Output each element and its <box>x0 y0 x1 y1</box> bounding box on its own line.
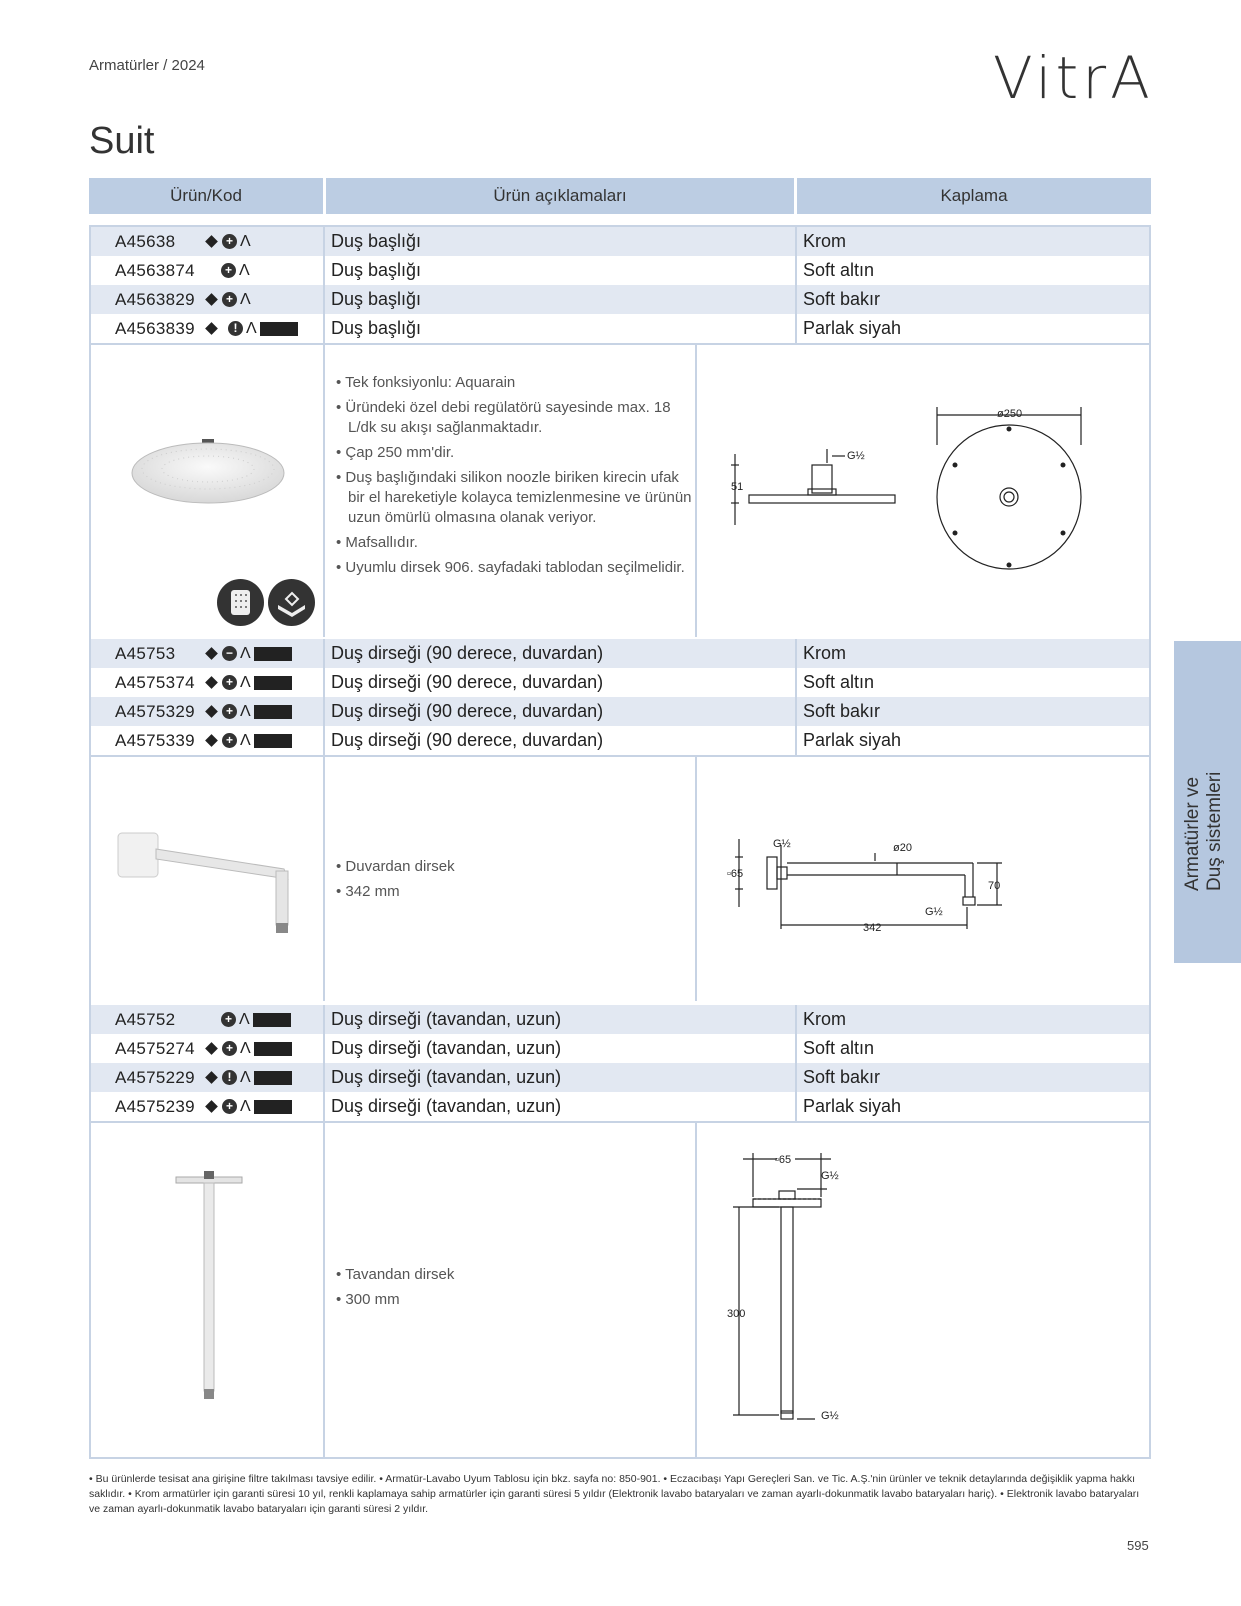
feature-item: • Uyumlu dirsek 906. sayfadaki tablodan seçilmelidir. <box>336 559 685 576</box>
product-finish: Krom <box>803 643 847 663</box>
feature-icons <box>207 1069 292 1087</box>
product-code: A4575374 <box>115 672 195 692</box>
feature-item: • Duş başlığındaki silikon noozle biriken kirecin ufak bir el hareketiyle kolayca temizlenmesine ve ürünün uzun ömürlü olmasına olanak veriyor. <box>336 469 692 526</box>
diamond-icon <box>205 235 218 248</box>
product-description: Duş dirseği (90 derece, duvardan) <box>325 668 797 697</box>
product-code: A4575329 <box>115 701 195 721</box>
product-code: A4575229 <box>115 1067 195 1087</box>
diameter-label: ø250 <box>997 408 1023 420</box>
diameter-label: ø20 <box>893 842 912 854</box>
thread-label: G½ <box>847 450 865 462</box>
product-finish: Parlak siyah <box>803 730 902 750</box>
product-code: A4563829 <box>115 289 195 309</box>
diamond-icon <box>205 734 218 747</box>
wall-arm-image <box>116 827 296 937</box>
section-tab-line2: Duş sistemleri <box>1204 771 1225 891</box>
product-code: A45752 <box>115 1009 176 1029</box>
flow-box-icon <box>254 1100 292 1114</box>
product-finish: Parlak siyah <box>803 318 902 338</box>
flow-box-icon <box>254 647 292 661</box>
flow-box-icon <box>254 1042 292 1056</box>
plate-label: ▫65 <box>727 868 744 880</box>
table-row <box>91 256 1149 285</box>
plate-label: ▫65 <box>775 1154 792 1166</box>
product-code: A4575274 <box>115 1038 195 1058</box>
feature-item: • Üründeki özel debi regülatörü sayesinde max. 18 L/dk su akışı sağlanmaktadır. <box>336 399 671 436</box>
plus-circle-icon: + <box>222 234 237 249</box>
lambda-icon: Λ <box>246 319 257 337</box>
table-row <box>91 285 1149 314</box>
table-row <box>91 697 1149 726</box>
product-finish: Soft altın <box>803 672 875 692</box>
flow-box-icon <box>254 705 292 719</box>
shower-head-image <box>126 433 286 513</box>
feature-icons <box>221 262 250 280</box>
feature-icons <box>207 320 298 338</box>
product-description: Duş başlığı <box>325 256 797 285</box>
easy-clean-icon <box>268 579 315 626</box>
rain-spray-icon <box>217 579 264 626</box>
lambda-icon: Λ <box>240 1068 251 1086</box>
diamond-icon <box>205 1042 218 1055</box>
product-code: A45753 <box>115 643 176 663</box>
product-description: Duş dirseği (tavandan, uzun) <box>325 1034 797 1063</box>
lambda-icon: Λ <box>240 731 251 749</box>
brand-logo: VitrA <box>993 44 1154 112</box>
flow-box-icon <box>254 734 292 748</box>
plus-circle-icon: + <box>221 263 236 278</box>
feature-icons <box>207 732 292 750</box>
ceiling-arm-image <box>171 1171 251 1407</box>
lambda-icon: Λ <box>239 261 250 279</box>
column-header-finish: Kaplama <box>797 178 1151 214</box>
feature-item: • Duvardan dirsek <box>336 858 455 875</box>
info-circle-icon: ! <box>228 321 243 336</box>
plus-circle-icon: + <box>222 1041 237 1056</box>
page-title: Suit <box>89 120 155 162</box>
lambda-icon: Λ <box>240 1097 251 1115</box>
table-row <box>91 227 1149 256</box>
wall-arm-drawing <box>697 757 1149 997</box>
diamond-icon <box>205 322 218 335</box>
table-row <box>91 639 1149 668</box>
lambda-icon: Λ <box>240 644 251 662</box>
column-header-description: Ürün açıklamaları <box>326 178 794 214</box>
lambda-icon: Λ <box>239 1010 250 1028</box>
drop-label: 70 <box>988 880 1001 892</box>
product-table <box>89 225 1151 1459</box>
table-row <box>91 726 1149 755</box>
flow-box-icon <box>253 1013 291 1027</box>
lambda-icon: Λ <box>240 1039 251 1057</box>
footer-notes: • Bu ürünlerde tesisat ana girişine filtre takılması tavsiye edilir. • Armatür-Lavabo Uyum Tablosu için bkz. sayfa no: 850-901. • Eczacıbaşı Yapı Gereçleri San. ve Tic. A.Ş.'nin ürünler ve teknik detaylarında değişiklik yapma hakkı saklıdır. • Krom armatürler için garanti süresi 10 yıl, renkli kaplamaya sahip armatürler için garanti süresi 5 yıldır (Elektronik lavabo bataryaları ve zaman ayarlı-dokunmatik lavabo bataryaları hariç). • Elektronik lavabo bataryaları ve zaman ayarlı-dokunmatik lavabo bataryaları için garanti süresi 2 yıldır. <box>89 1473 1140 1515</box>
plus-circle-icon: + <box>222 1099 237 1114</box>
product-code: A4563874 <box>115 260 195 280</box>
feature-list <box>336 857 696 907</box>
feature-icons <box>207 291 251 309</box>
flow-box-icon <box>254 676 292 690</box>
plus-circle-icon: + <box>222 704 237 719</box>
section-tab-line1: Armatürler ve <box>1182 776 1203 891</box>
product-detail <box>91 755 1149 1001</box>
diamond-icon <box>205 1071 218 1084</box>
length-label: 300 <box>727 1308 746 1320</box>
feature-icons <box>207 233 251 251</box>
product-description: Duş dirseği (tavandan, uzun) <box>325 1005 797 1034</box>
feature-item: • 300 mm <box>336 1291 400 1308</box>
feature-item: • Mafsallıdır. <box>336 534 418 551</box>
product-description: Duş dirseği (90 derece, duvardan) <box>325 697 797 726</box>
table-row <box>91 1092 1149 1121</box>
product-description: Duş dirseği (tavandan, uzun) <box>325 1092 797 1121</box>
feature-list <box>336 1265 696 1315</box>
info-circle-icon: ! <box>222 1070 237 1085</box>
height-label: 51 <box>731 481 744 493</box>
section-tab[interactable] <box>1174 641 1241 963</box>
product-code: A4575339 <box>115 730 195 750</box>
table-row <box>91 668 1149 697</box>
lambda-icon: Λ <box>240 290 251 308</box>
product-finish: Soft altın <box>803 260 875 280</box>
table-row <box>91 1034 1149 1063</box>
plus-circle-icon: + <box>222 675 237 690</box>
thread-label: G½ <box>925 906 943 918</box>
feature-icons <box>207 1098 292 1116</box>
feature-icons <box>207 1040 292 1058</box>
ceiling-arm-drawing <box>697 1123 1149 1453</box>
page-number: 595 <box>1127 1538 1149 1553</box>
table-row <box>91 1005 1149 1034</box>
table-row <box>91 314 1149 343</box>
feature-icons <box>207 674 292 692</box>
diamond-icon <box>205 1100 218 1113</box>
feature-item: • 342 mm <box>336 883 400 900</box>
product-description: Duş dirseği (90 derece, duvardan) <box>325 639 797 668</box>
diamond-icon <box>205 293 218 306</box>
lambda-icon: Λ <box>240 232 251 250</box>
feature-icons <box>207 645 292 663</box>
product-description: Duş dirseği (90 derece, duvardan) <box>325 726 797 755</box>
product-code: A4563839 <box>115 318 195 338</box>
product-finish: Krom <box>803 231 847 251</box>
flow-box-icon <box>254 1071 292 1085</box>
plus-circle-icon: + <box>222 292 237 307</box>
product-description: Duş dirseği (tavandan, uzun) <box>325 1063 797 1092</box>
feature-item: • Çap 250 mm'dir. <box>336 444 455 461</box>
minus-circle-icon: − <box>222 646 237 661</box>
feature-icons <box>221 1011 291 1029</box>
feature-list <box>336 373 696 583</box>
lambda-icon: Λ <box>240 702 251 720</box>
product-description: Duş başlığı <box>325 285 797 314</box>
thread-label: G½ <box>773 838 791 850</box>
product-finish: Krom <box>803 1009 847 1029</box>
product-finish: Soft bakır <box>803 289 881 309</box>
flow-box-icon <box>260 322 298 336</box>
product-code: A4575239 <box>115 1096 195 1116</box>
breadcrumb: Armatürler / 2024 <box>89 57 205 74</box>
plus-circle-icon: + <box>221 1012 236 1027</box>
lambda-icon: Λ <box>240 673 251 691</box>
product-description: Duş başlığı <box>325 227 797 256</box>
length-label: 342 <box>863 922 882 934</box>
feature-item: • Tavandan dirsek <box>336 1266 455 1283</box>
plus-circle-icon: + <box>222 733 237 748</box>
product-finish: Parlak siyah <box>803 1096 902 1116</box>
product-finish: Soft bakır <box>803 701 881 721</box>
shower-head-drawing <box>697 345 1149 635</box>
diamond-icon <box>205 705 218 718</box>
product-detail <box>91 1121 1149 1459</box>
feature-icons <box>207 703 292 721</box>
product-code: A45638 <box>115 231 176 251</box>
product-finish: Soft bakır <box>803 1067 881 1087</box>
column-header-code: Ürün/Kod <box>89 178 323 214</box>
product-finish: Soft altın <box>803 1038 875 1058</box>
product-detail <box>91 343 1149 637</box>
diamond-icon <box>205 676 218 689</box>
product-description: Duş başlığı <box>325 314 797 343</box>
feature-item: • Tek fonksiyonlu: Aquarain <box>336 374 516 391</box>
diamond-icon <box>205 647 218 660</box>
table-row <box>91 1063 1149 1092</box>
thread-label: G½ <box>821 1170 839 1182</box>
thread-label: G½ <box>821 1410 839 1422</box>
